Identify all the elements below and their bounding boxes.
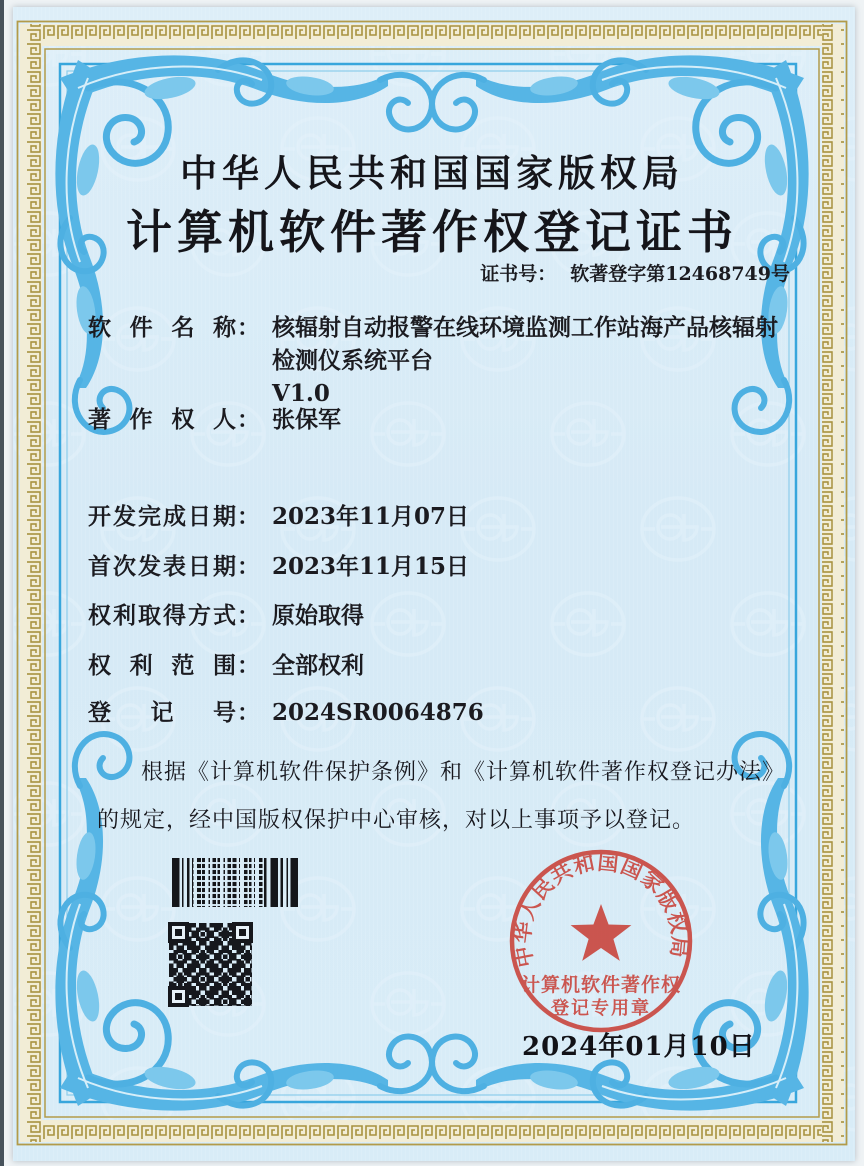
label-colon: ： <box>237 652 260 679</box>
software-version: V1.0 <box>272 380 330 407</box>
qr-finder-pattern <box>168 922 189 943</box>
software-name-value: 核辐射自动报警在线环境监测工作站海产品核辐射检测仪系统平台 <box>272 314 778 374</box>
dev-complete-date-value: 2023年11月07日 <box>272 503 470 530</box>
first-publish-date-value: 2023年11月15日 <box>272 553 470 580</box>
field-dev-complete-date <box>88 500 469 533</box>
certificate <box>13 7 855 1161</box>
field-registration-no <box>88 696 484 729</box>
certificate-title: 计算机软件著作权登记证书 <box>126 205 738 259</box>
copyright-owner-value: 张保军 <box>272 406 341 433</box>
label-colon: ： <box>237 553 260 580</box>
qr-code <box>169 923 252 1006</box>
field-label: 软件名称 <box>88 314 236 341</box>
certificate-number-label: 证书号： <box>480 263 557 285</box>
field-first-publish-date <box>88 550 469 583</box>
field-label: 开发完成日期 <box>88 503 236 530</box>
field-rights-acquisition <box>88 599 364 632</box>
label-colon: ： <box>237 602 260 629</box>
label-colon: ： <box>237 406 260 433</box>
label-colon: ： <box>237 314 260 341</box>
registration-no-value: 2024SR0064876 <box>272 699 484 726</box>
certificate-number-value: 软著登字第12468749号 <box>570 263 790 285</box>
qr-finder-pattern <box>168 986 189 1007</box>
seal-text-line1: 计算机软件著作权 <box>520 974 682 996</box>
field-rights-scope <box>88 649 364 682</box>
field-software-name <box>88 311 800 410</box>
field-label: 著作权人 <box>88 406 236 433</box>
rights-acquisition-value: 原始取得 <box>272 602 364 629</box>
field-label: 权利范围 <box>88 652 236 679</box>
label-colon: ： <box>237 503 260 530</box>
field-label: 首次发表日期 <box>88 553 236 580</box>
official-seal <box>498 838 704 1044</box>
qr-finder-pattern <box>232 922 253 943</box>
field-label: 登记号 <box>88 699 236 726</box>
authority-title: 中华人民共和国国家版权局 <box>180 151 684 195</box>
seal-text-line2: 登记专用章 <box>551 998 651 1019</box>
field-label: 权利取得方式 <box>88 602 236 629</box>
certificate-number <box>480 259 790 286</box>
star-icon <box>571 904 632 961</box>
seal-ring-text: 中华人民共和国国家版权局 <box>509 849 693 970</box>
registration-statement: 根据《计算机软件保护条例》和《计算机软件著作权登记办法》的规定，经中国版权保护中心审核，对以上事项予以登记。 <box>97 760 786 833</box>
label-colon: ： <box>237 699 260 726</box>
field-copyright-owner <box>88 403 341 436</box>
rights-scope-value: 全部权利 <box>272 652 364 679</box>
barcode <box>172 858 298 907</box>
issue-date: 2024年01月10日 <box>522 1032 756 1062</box>
